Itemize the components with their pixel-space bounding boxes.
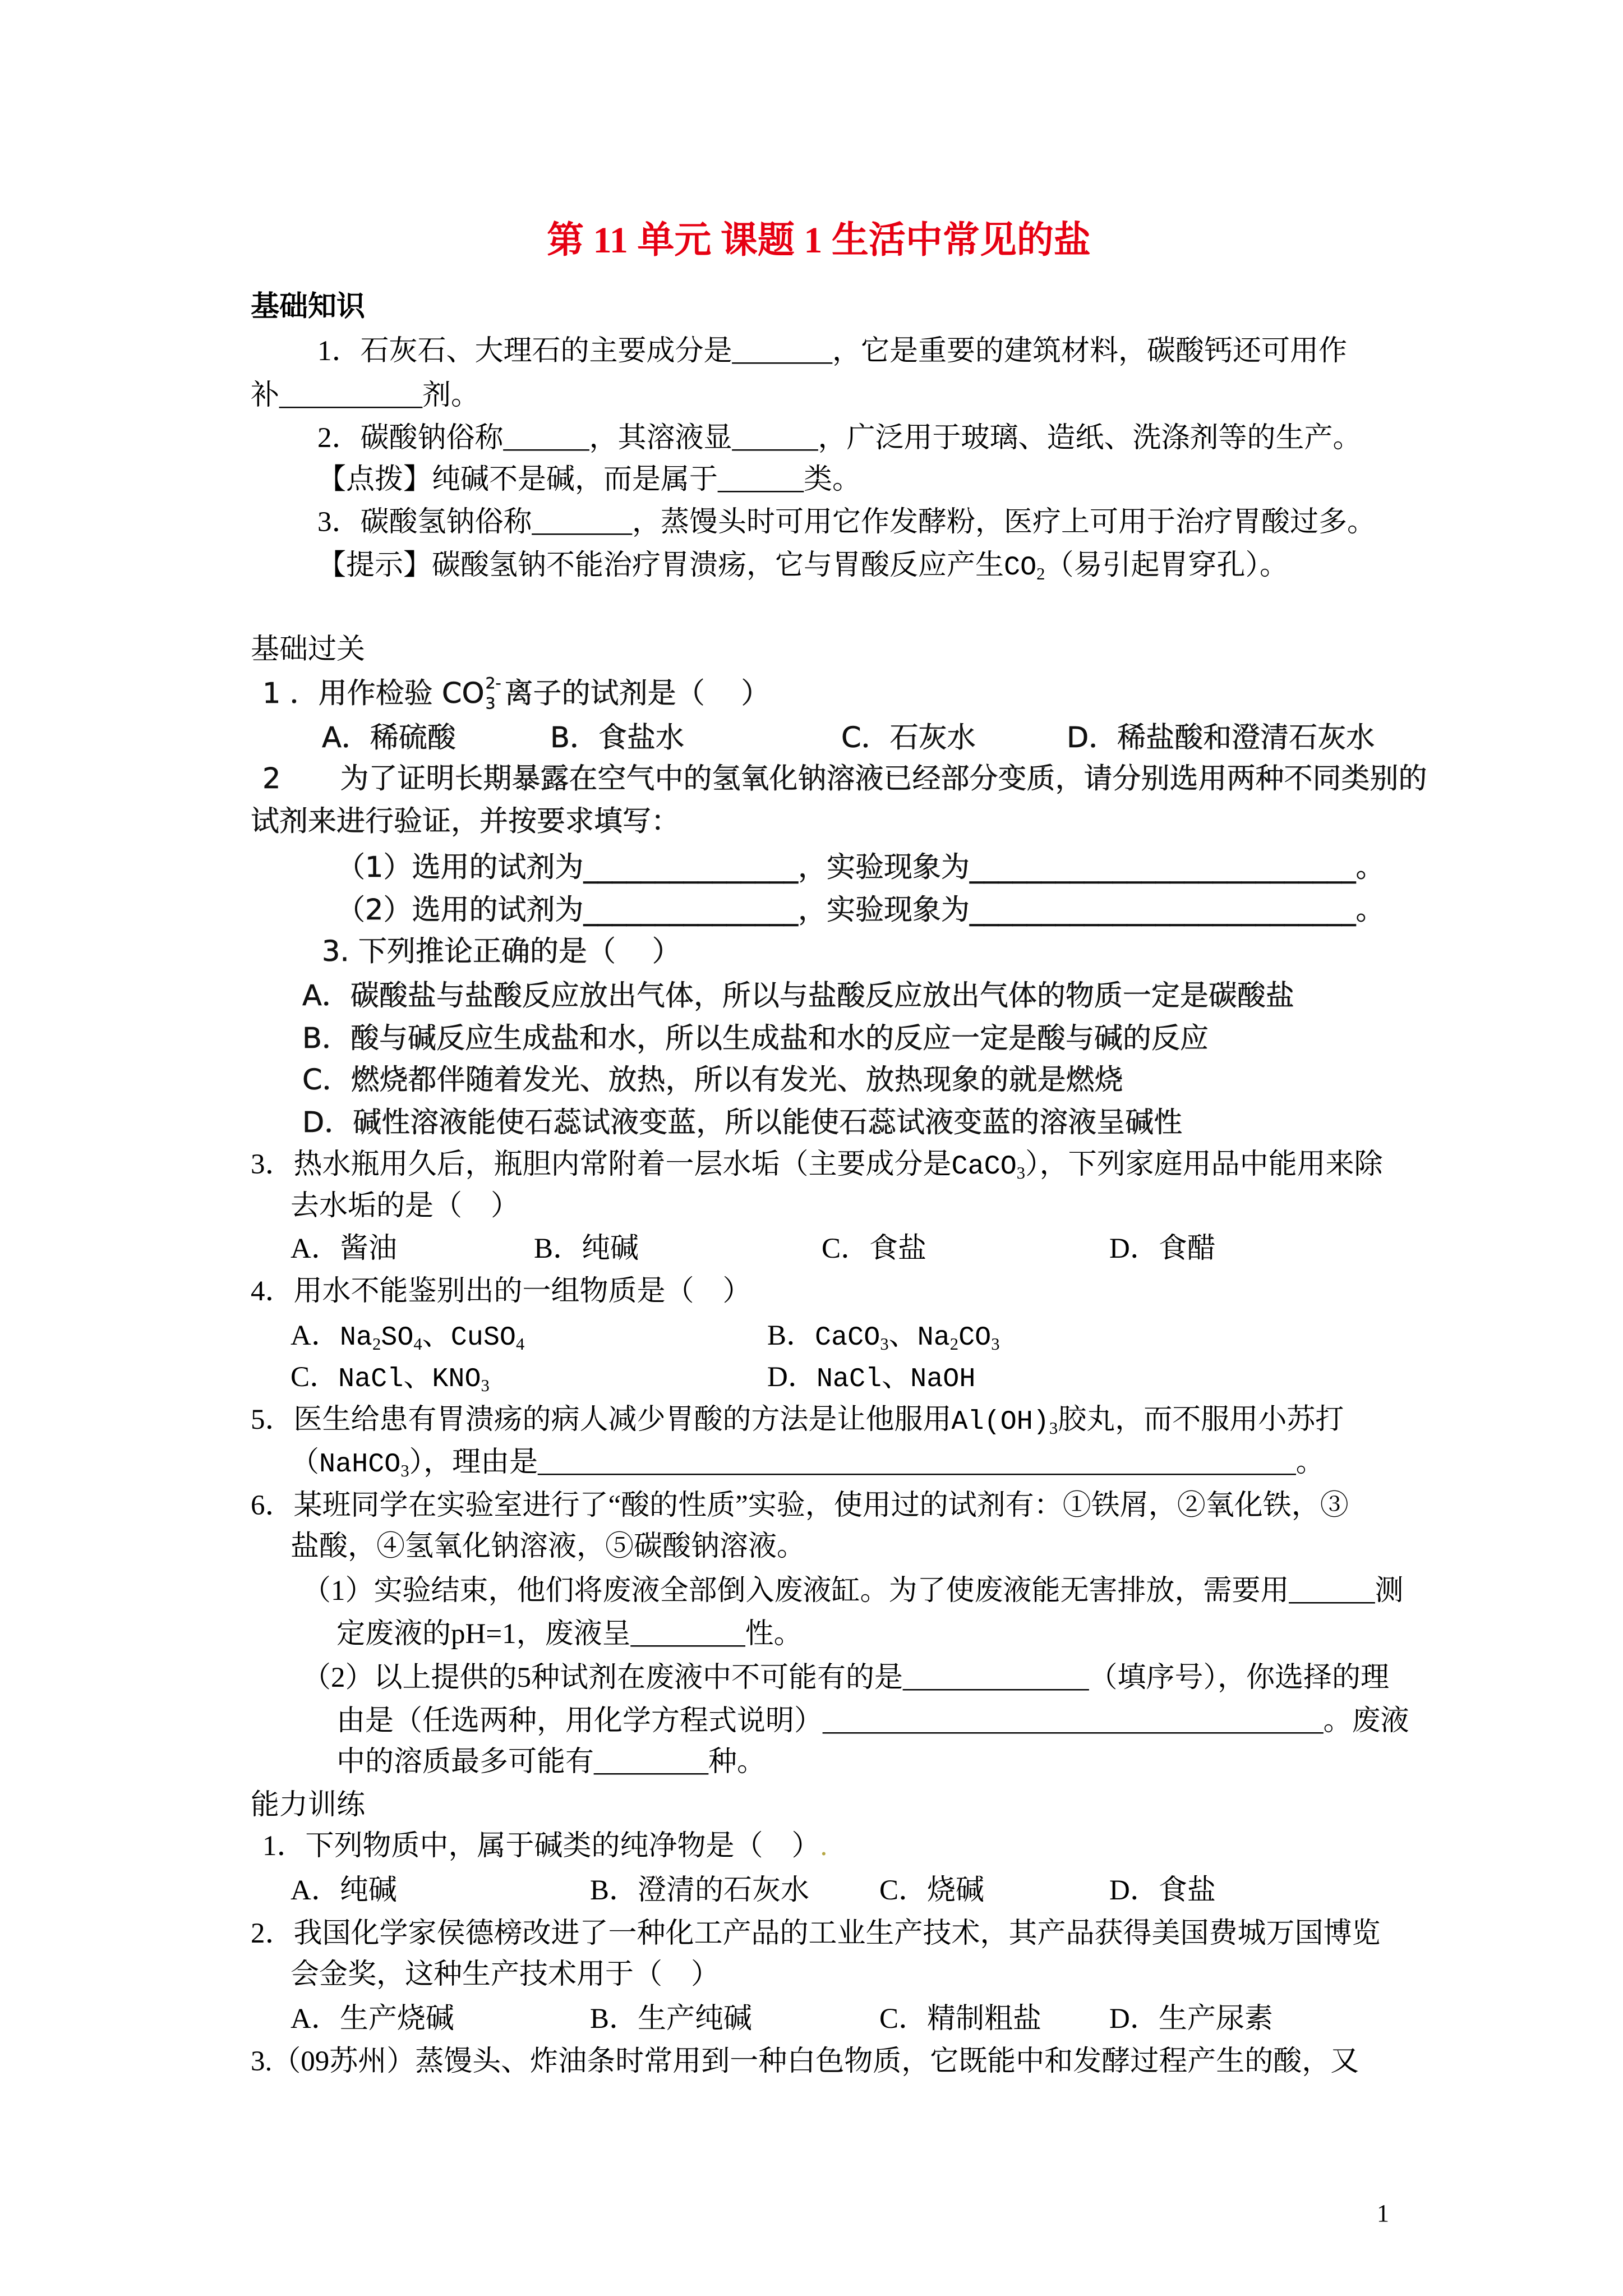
chem-formula: SO [381, 1322, 414, 1353]
separator: 、 [882, 1361, 911, 1393]
tip-text-after: （易引起胃穿孔）。 [1045, 550, 1288, 581]
subscript: 3 [485, 694, 496, 713]
section-heading-basic-check: 基础过关 [251, 634, 366, 665]
option-c: C．烧碱 [879, 1875, 985, 1906]
basic-check-q7-line2: 盐酸，④氢氧化钠溶液，⑤碳酸钠溶液。 [291, 1531, 806, 1562]
basic-check-q2-part2: （2）选用的试剂为_______________，实验现象为___________________________。 [336, 894, 1385, 927]
question-text: 为了证明长期暴露在空气中的氢氧化钠溶液已经部分变质，请分别选用两种不同类别的 [340, 762, 1427, 795]
subscript: 3 [1049, 1419, 1058, 1438]
option-d: D．生产尿素 [1109, 2003, 1273, 2035]
question-text: 5．医生给患有胃溃疡的病人减少胃酸的方法是让他服用 [251, 1404, 952, 1435]
option-b [767, 1314, 1000, 1359]
chem-formula: NaOH [910, 1364, 976, 1395]
basic-check-q6-line2 [291, 1441, 1325, 1486]
option-a: A．碳酸盐与盐酸反应放出气体，所以与盐酸反应放出气体的物质一定是碳酸盐 [302, 979, 1294, 1013]
basic-check-q2-part1: （1）选用的试剂为_______________，实验现象为___________________________。 [336, 851, 1385, 884]
separator: 、 [403, 1361, 432, 1393]
basic-check-q7-part2-line1: （2）以上提供的5种试剂在废液中不可能有的是_____________（填序号），你选择的理 [302, 1662, 1390, 1694]
chem-formula: CaCO [815, 1322, 880, 1353]
section-heading-basic-knowledge: 基础知识 [251, 291, 366, 323]
question-text: 3．热水瓶用久后，瓶胆内常附着一层水垢（主要成分是 [251, 1149, 952, 1180]
basic-check-q5-stem: 4．用水不能鉴别出的一组物质是（ ） [251, 1276, 751, 1307]
chem-formula: Na [917, 1322, 950, 1353]
bracket-open: （ [291, 1447, 320, 1478]
subscript: 2 [372, 1335, 381, 1354]
basic-check-q7-part1-line1: （1）实验结束，他们将废液全部倒入废液缸。为了使废液能无害排放，需要用______测 [302, 1575, 1404, 1607]
basic-check-q2-line1 [262, 758, 1427, 800]
subscript: 3 [1016, 1163, 1026, 1183]
option-c: C．石灰水 [841, 721, 976, 754]
subscript: 3 [400, 1461, 409, 1481]
ability-q2-line2: 会金奖，这种生产技术用于（ ） [291, 1959, 720, 1990]
question-number: 2 [262, 762, 281, 795]
section-heading-ability-training: 能力训练 [251, 1789, 366, 1821]
option-a: A．稀硫酸 [322, 721, 456, 754]
separator: 、 [888, 1320, 917, 1351]
basic-knowledge-q3-tip [317, 544, 1288, 589]
subscript: 3 [880, 1335, 889, 1354]
tip-text: 【提示】碳酸氢钠不能治疗胃溃疡，它与胃酸反应产生 [317, 550, 1004, 581]
superscript: 2- [485, 674, 501, 693]
option-c [291, 1356, 490, 1401]
basic-knowledge-q1-line2: 补__________剂。 [251, 380, 480, 411]
question-text: 1．下列物质中，属于碱类的纯净物是（ ） [262, 1830, 820, 1862]
ability-q2-line1: 2．我国化学家侯德榜改进了一种化工产品的工业生产技术，其产品获得美国费城万国博览 [251, 1918, 1381, 1949]
option-letter: C． [291, 1361, 339, 1393]
option-d [767, 1356, 975, 1401]
stem-text: 1 ．用作检验 CO [262, 677, 485, 710]
option-b: B．酸与碱反应生成盐和水，所以生成盐和水的反应一定是酸与碱的反应 [302, 1022, 1209, 1055]
option-letter: A． [291, 1320, 340, 1351]
subscript: 2 [1036, 564, 1045, 584]
basic-check-q7-line1: 6．某班同学在实验室进行了“酸的性质”实验，使用过的试剂有：①铁屑，②氧化铁，③ [251, 1490, 1349, 1521]
basic-knowledge-q2: 2．碳酸钠俗称______，其溶液显______，广泛用于玻璃、造纸、洗涤剂等的生产。 [317, 422, 1362, 454]
basic-check-q7-part1-line2: 定废液的pH=1，废液呈________性。 [336, 1618, 803, 1650]
chem-formula: CO [958, 1322, 992, 1353]
chem-formula: Al(OH) [951, 1406, 1049, 1437]
option-b: B．纯碱 [534, 1233, 639, 1264]
option-d: D．稀盐酸和澄清石灰水 [1067, 721, 1375, 754]
chem-formula: CaCO [951, 1151, 1017, 1182]
subscript: 2 [949, 1335, 959, 1354]
basic-knowledge-q2-tip: 【点拨】纯碱不是碱，而是属于______类。 [317, 464, 861, 495]
option-d: D．食醋 [1109, 1233, 1216, 1264]
chem-formula: NaHCO [319, 1449, 401, 1480]
basic-check-q1-stem [262, 673, 769, 715]
subscript: 4 [516, 1335, 525, 1354]
option-b: B．生产纯碱 [590, 2003, 753, 2035]
option-a: A．生产烧碱 [291, 2003, 454, 2035]
separator: 、 [422, 1320, 451, 1351]
basic-knowledge-q1-line1: 1．石灰石、大理石的主要成分是_______，它是重要的建筑材料，碳酸钙还可用作 [317, 335, 1348, 367]
basic-knowledge-q3: 3．碳酸氢钠俗称_______，蒸馒头时可用它作发酵粉，医疗上可用于治疗胃酸过多。 [317, 507, 1376, 538]
chem-formula: CO [1004, 552, 1037, 583]
option-letter: B． [767, 1320, 815, 1351]
option-a: A．酱油 [291, 1233, 397, 1264]
chem-formula: NaCl [338, 1364, 404, 1395]
option-a: A．纯碱 [291, 1875, 397, 1906]
option-c: C．燃烧都伴随着发光、放热，所以有发光、放热现象的就是燃烧 [302, 1064, 1123, 1097]
question-text-after: ），理由是_____________________________________________________。 [409, 1447, 1325, 1478]
ability-q1-stem [262, 1825, 827, 1867]
ion-charge [485, 674, 505, 713]
chem-formula: CuSO [450, 1322, 517, 1353]
question-text-after: 胶丸，而不服用小苏打 [1058, 1404, 1344, 1435]
page-number: 1 [1377, 2200, 1389, 2227]
basic-check-q3-stem: 3. 下列推论正确的是（ ） [322, 935, 681, 968]
stray-mark: . [820, 1830, 828, 1862]
option-d: D．食盐 [1109, 1875, 1216, 1906]
subscript: 4 [413, 1335, 422, 1354]
option-d: D．碱性溶液能使石蕊试液变蓝，所以能使石蕊试液变蓝的溶液呈碱性 [302, 1106, 1183, 1139]
stem-text-after: 离子的试剂是（ ） [504, 677, 770, 710]
question-text-after: ），下列家庭用品中能用来除 [1025, 1149, 1383, 1180]
chem-formula: KNO [432, 1364, 481, 1395]
ability-q3-line1: 3.（09苏州）蒸馒头、炸油条时常用到一种白色物质，它既能中和发酵过程产生的酸，又 [251, 2046, 1359, 2077]
option-c: C．食盐 [822, 1233, 927, 1264]
basic-check-q7-part2-line3: 中的溶质最多可能有________种。 [336, 1746, 766, 1778]
option-b: B．澄清的石灰水 [590, 1875, 810, 1906]
basic-check-q2-line2: 试剂来进行验证，并按要求填写： [251, 805, 680, 838]
option-b: B．食盐水 [550, 721, 684, 754]
basic-check-q4-line1 [251, 1143, 1383, 1188]
option-letter: D． [767, 1361, 817, 1393]
subscript: 3 [481, 1376, 490, 1396]
basic-check-q7-part2-line2: 由是（任选两种，用化学方程式说明）___________________________________。废液 [336, 1705, 1409, 1737]
basic-check-q4-line2: 去水垢的是（ ） [291, 1190, 520, 1222]
chem-formula: Na [339, 1322, 372, 1353]
basic-check-q6-line1 [251, 1398, 1344, 1443]
option-a [291, 1314, 524, 1359]
page-title: 第 11 单元 课题 1 生活中常见的盐 [547, 220, 1091, 261]
subscript: 3 [991, 1335, 1000, 1354]
option-c: C．精制粗盐 [879, 2003, 1042, 2035]
chem-formula: NaCl [816, 1364, 882, 1395]
